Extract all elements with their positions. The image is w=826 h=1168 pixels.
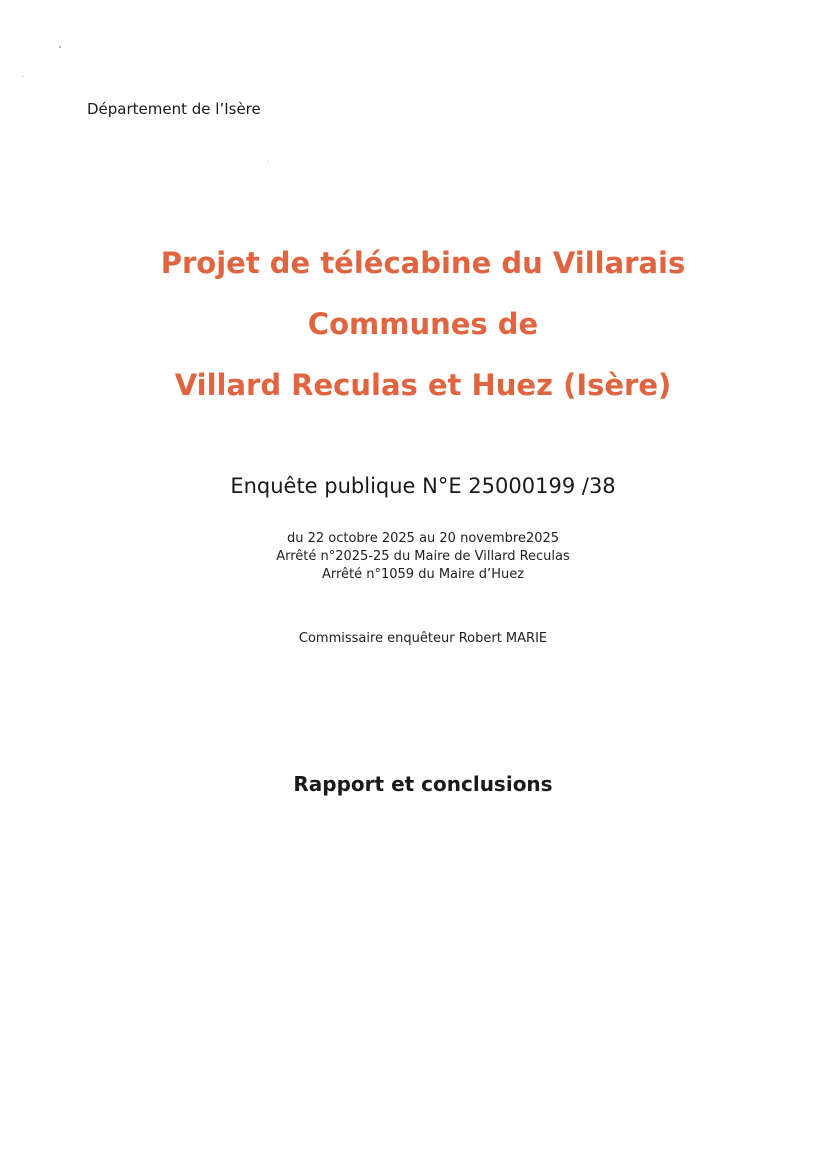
commissaire-enqueteur: Commissaire enquêteur Robert MARIE bbox=[298, 631, 548, 646]
title-line-communes: Communes de bbox=[307, 307, 539, 341]
scan-speck bbox=[59, 46, 61, 48]
rapport-heading: Rapport et conclusions bbox=[293, 772, 553, 796]
enquete-details bbox=[0, 530, 826, 584]
enquete-reference: Enquête publique N°E 25000199 /38 bbox=[230, 474, 616, 498]
department-label: Département de l’Isère bbox=[87, 100, 261, 118]
title-line-project: Projet de télécabine du Villarais bbox=[160, 246, 686, 280]
arrete-villard-reculas: Arrêté n°2025-25 du Maire de Villard Reculas bbox=[276, 549, 570, 564]
scan-speck bbox=[267, 161, 268, 162]
document-title bbox=[0, 248, 826, 401]
enquete-dates: du 22 octobre 2025 au 20 novembre2025 bbox=[286, 531, 560, 546]
scan-speck bbox=[22, 76, 23, 77]
arrete-huez: Arrêté n°1059 du Maire d’Huez bbox=[321, 567, 525, 582]
title-line-villages: Villard Reculas et Huez (Isère) bbox=[174, 368, 672, 402]
